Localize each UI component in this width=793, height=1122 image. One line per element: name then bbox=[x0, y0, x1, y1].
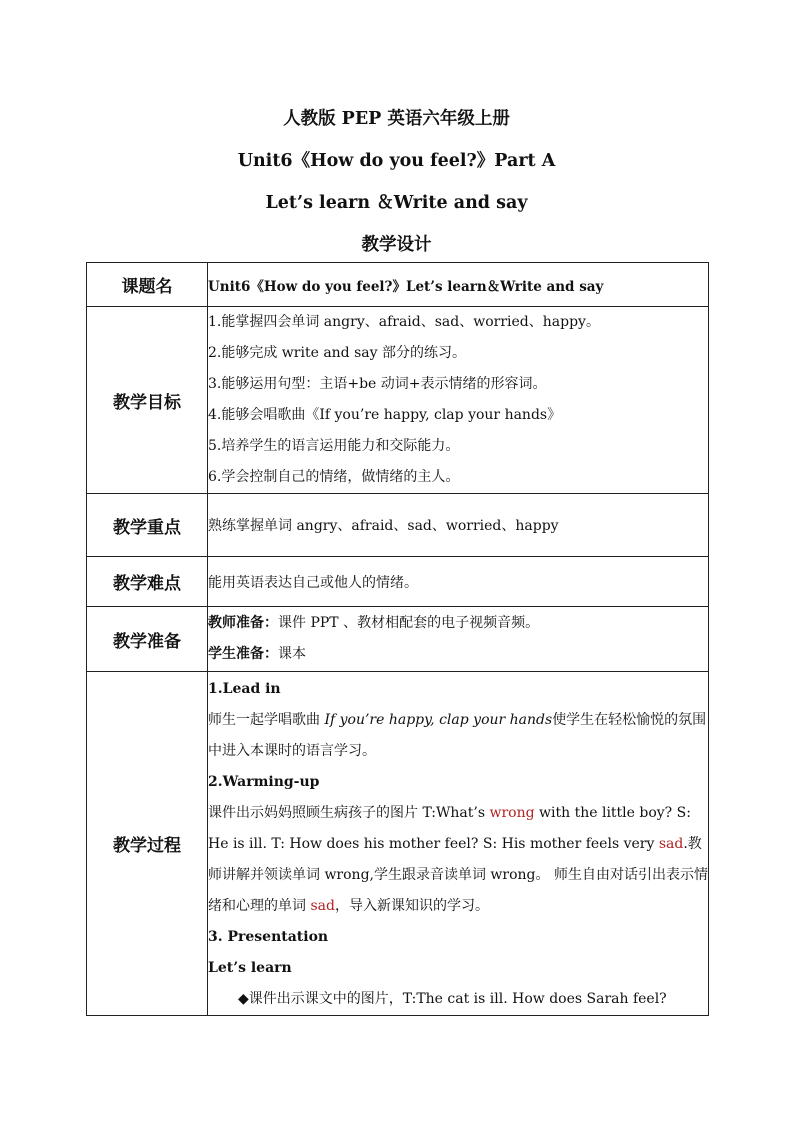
highlight-sad: sad bbox=[658, 836, 684, 852]
title-line-4: 教学设计 bbox=[361, 235, 432, 255]
warmup-text-d: ，导入新课知识的学习。 bbox=[334, 898, 489, 914]
key-points-value: 熟练掌握单词 angry、afraid、sad、worried、happy bbox=[208, 494, 709, 557]
process-content bbox=[208, 672, 709, 1016]
teacher-preparation bbox=[208, 608, 708, 639]
objective-item: 4.能够会唱歌曲《If you’re happy, clap your hands》 bbox=[208, 407, 562, 423]
process-label: 教学过程 bbox=[87, 672, 208, 1016]
warmup-paragraph bbox=[208, 798, 708, 922]
row-difficulties bbox=[87, 557, 709, 607]
key-points-label: 教学重点 bbox=[87, 494, 208, 557]
row-objectives bbox=[87, 307, 709, 494]
highlight-sad-2: sad bbox=[310, 898, 335, 914]
difficulties-label: 教学难点 bbox=[87, 557, 208, 607]
document-titles bbox=[0, 98, 793, 266]
student-prep-value: 课本 bbox=[278, 646, 306, 662]
row-key-points bbox=[87, 494, 709, 557]
row-topic bbox=[87, 263, 709, 307]
objective-item: 1.能掌握四会单词 angry、afraid、sad、worried、happy。 bbox=[208, 314, 600, 330]
row-process bbox=[87, 672, 709, 1016]
lets-learn-heading: Let’s learn bbox=[208, 960, 292, 976]
warmup-text-b: with the little boy? S: He is ill. T: How does his mother feel? S: His mother feels very bbox=[208, 805, 691, 852]
teacher-prep-value: 课件 PPT 、教材相配套的电子视频音频。 bbox=[278, 615, 540, 631]
objective-item: 6.学会控制自己的情绪，做情绪的主人。 bbox=[208, 469, 460, 485]
title-line-1: 人教版 PEP 英语六年级上册 bbox=[283, 109, 510, 129]
highlight-wrong: wrong bbox=[489, 805, 535, 821]
objectives-content bbox=[208, 307, 709, 494]
objective-item: 2.能够完成 write and say 部分的练习。 bbox=[208, 345, 466, 361]
lead-in-text: 师生一起学唱歌曲 bbox=[208, 712, 325, 728]
presentation-heading: 3. Presentation bbox=[208, 929, 329, 945]
warmup-heading: 2.Warming-up bbox=[208, 774, 320, 790]
objective-item: 3.能够运用句型：主语+be 动词+表示情绪的形容词。 bbox=[208, 376, 547, 392]
topic-label: 课题名 bbox=[87, 263, 208, 307]
topic-value: Unit6《How do you feel?》Let’s learn＆Write and say bbox=[208, 263, 709, 307]
objective-item: 5.培养学生的语言运用能力和交际能力。 bbox=[208, 438, 460, 454]
lesson-plan-table bbox=[86, 262, 709, 1016]
warmup-text-a: 课件出示妈妈照顾生病孩子的图片 T:What’s bbox=[208, 805, 490, 821]
warmup-text-c: .教师讲解并领读单词 wrong,学生跟录音读单词 wrong。 师生自由对话引出表示情绪和心理的单词 bbox=[208, 836, 708, 914]
preparation-content bbox=[208, 607, 709, 672]
row-preparation bbox=[87, 607, 709, 672]
student-prep-label: 学生准备： bbox=[208, 646, 278, 662]
objectives-label: 教学目标 bbox=[87, 307, 208, 494]
teacher-prep-label: 教师准备： bbox=[208, 615, 278, 631]
title-line-2: Unit6《How do you feel?》Part A bbox=[237, 151, 556, 171]
lets-learn-line: ◆课件出示课文中的图片，T:The cat is ill. How does Sarah feel? bbox=[238, 991, 667, 1007]
difficulties-value: 能用英语表达自己或他人的情绪。 bbox=[208, 557, 709, 607]
title-line-3: Let’s learn ＆Write and say bbox=[265, 193, 528, 213]
lead-in-heading: 1.Lead in bbox=[208, 681, 281, 697]
lead-in-text-2: 使学生在轻松愉悦的氛围中进入本课时的语言学习。 bbox=[208, 712, 707, 759]
song-title: If you’re happy, clap your hands bbox=[324, 712, 553, 728]
lead-in-paragraph bbox=[208, 705, 708, 767]
preparation-label: 教学准备 bbox=[87, 607, 208, 672]
student-preparation bbox=[208, 639, 708, 670]
